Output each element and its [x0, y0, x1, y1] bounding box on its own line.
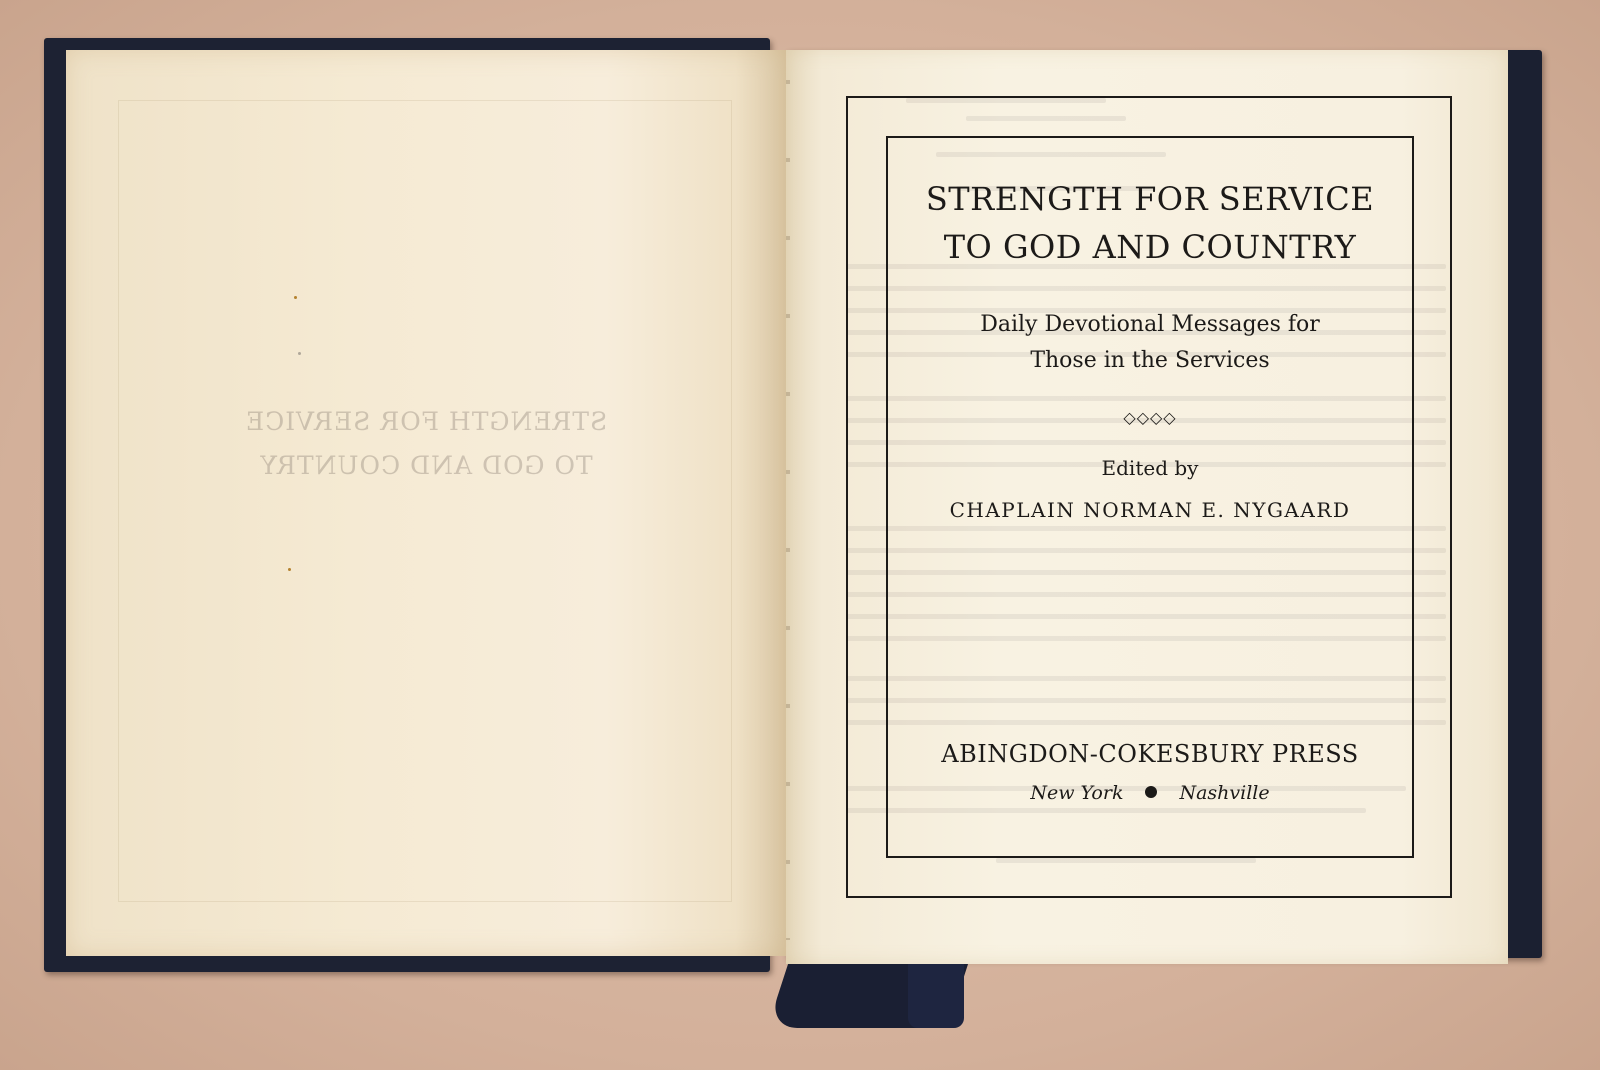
- editor-name: CHAPLAIN NORMAN E. NYGAARD: [949, 498, 1351, 522]
- publisher-cities: [886, 782, 1414, 804]
- bullet-dot-icon: [1145, 786, 1157, 798]
- city-new-york: New York: [1030, 782, 1124, 804]
- title-line-2: TO GOD AND COUNTRY: [943, 228, 1357, 266]
- title-line-1: STRENGTH FOR SERVICE: [925, 180, 1375, 218]
- subtitle-line-1: Daily Devotional Messages for: [980, 312, 1320, 337]
- foxing-spot: [298, 352, 301, 355]
- foxing-spot: [288, 568, 291, 571]
- city-nashville: Nashville: [1179, 782, 1270, 804]
- left-endpaper: [66, 50, 786, 956]
- edited-by-label: Edited by: [1101, 456, 1199, 480]
- bleed-through-line-2: TO GOD AND COUNTRY: [259, 451, 593, 480]
- foxing-spot: [294, 296, 297, 299]
- left-page-faint-frame: [118, 100, 732, 902]
- publisher-name: ABINGDON-COKESBURY PRESS: [941, 740, 1359, 768]
- bookmark-ribbon-tail: [908, 958, 964, 1028]
- gutter-stitching: [786, 80, 790, 940]
- bleed-through-line-1: STRENGTH FOR SERVICE: [244, 407, 608, 436]
- diamond-ornament-icon: ◇◇◇◇: [1123, 408, 1177, 427]
- bleed-through-title: [66, 400, 786, 488]
- subtitle-line-2: Those in the Services: [1030, 348, 1270, 373]
